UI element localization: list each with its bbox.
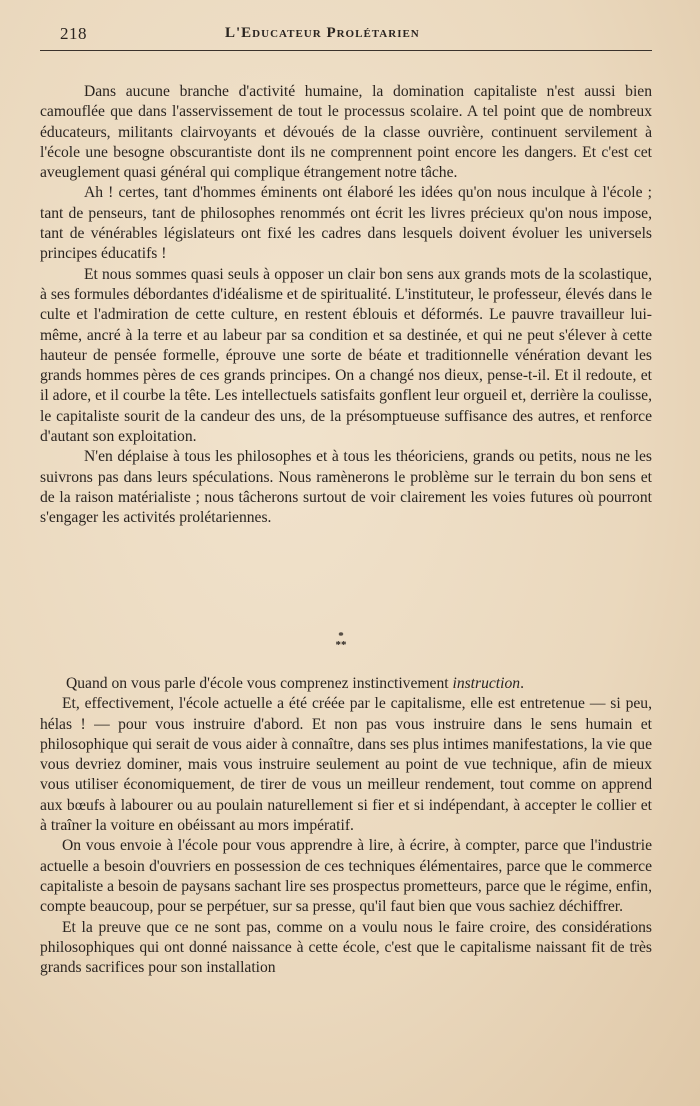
running-title: L'Educateur Prolétarien — [225, 25, 420, 41]
asterism-top: * — [338, 630, 344, 642]
asterism-divider — [326, 632, 356, 654]
paragraph: On vous envoie à l'école pour vous apprendre à lire, à écrire, à compter, parce que l'industrie actuelle a besoin d'ouvriers en possession de ces techniques élémentaires, parce que le commerce capitaliste a besoin de paysans sachant lire ses prospectus prometteurs, parce que le régime, enfin, compte beaucoup, pour se perpétuer, sur sa presse, qu'il faut bien que vous sachiez déchiffrer. — [40, 837, 652, 916]
paragraph: Et la preuve que ce ne sont pas, comme on a voulu nous le faire croire, des considérations philosophiques qui ont donné naissance à cette école, c'est que le capitalisme naissant fit de très grands sacrifices pour son installation — [40, 918, 652, 977]
page-number: 218 — [60, 24, 87, 43]
paragraph: Ah ! certes, tant d'hommes éminents ont élaboré les idées qu'on nous inculque à l'école ; tant de penseurs, tant de philosophes renommés ont écrit les livres précieux qu'on nous impose, tant de vénérables législateurs ont fixé les cadres dans lesquels doivent évoluer les universels principes éducatifs ! — [40, 184, 652, 263]
paragraph: Et nous sommes quasi seuls à opposer un clair bon sens aux grands mots de la scolastique, à ses formules débordantes d'idéalisme et de spiritualité. L'instituteur, le professeur, élevés dans le culte et l'admiration de cette culture, en restent éblouis et déformés. Le pauvre travailleur lui-même, ancré à la terre et au labeur par sa condition et sa destinée, et qui ne peut s'élever à cette hauteur de pensée formelle, éprouve une sorte de béate et traditionnelle vénération devant les grands hommes pères de ces grands principes. On a changé nos dieux, pense-t-il. Et il redoute, et il adore, et il courbe la tête. Les intellectuels satisfaits gonflent leur orgueil et, derrière la coulisse, le capitaliste sourit de la candeur des uns, de la présomptueuse suffisance des autres, et renforce d'autant son exploitation. — [40, 265, 652, 446]
emphasis-text: instruction — [452, 675, 521, 692]
paragraph-text: Quand on vous parle d'école vous comprenez instinctivement — [66, 675, 453, 692]
paragraph — [40, 674, 652, 694]
page-header — [40, 22, 652, 51]
section-two — [40, 674, 652, 978]
section-one — [40, 82, 652, 529]
paragraph-text: . — [520, 675, 524, 692]
asterism-bottom: ** — [335, 639, 347, 651]
paragraph: Dans aucune branche d'activité humaine, la domination capitaliste n'est aussi bien camouflée que dans l'asservissement de tout le processus scolaire. A tel point que de nombreux éducateurs, militants clairvoyants et dévoués de la classe ouvrière, continuent servilement à l'école une besogne obscurantiste dont ils ne comprennent point encore les dangers. Et c'est cet aveuglement quasi général qui complique étrangement notre tâche. — [40, 83, 652, 182]
paragraph: N'en déplaise à tous les philosophes et à tous les théoriciens, grands ou petits, nous ne les suivrons pas dans leurs spéculations. Nous ramènerons le problème sur le terrain du bon sens et de la raison matérialiste ; nous tâcherons surtout de voir clairement les voies futures où pourront s'engager les activités prolétariennes. — [40, 448, 652, 527]
paragraph: Et, effectivement, l'école actuelle a été créée par le capitalisme, elle est entretenue — si peu, hélas ! — pour vous instruire d'abord. Et non pas vous instruire dans le sens humain et philosophique qui serait de vous aider à connaître, dans ses plus intimes manifestations, la vie que vous devriez dominer, mais vous instruire seulement au point de vue technique, afin de mieux vous utiliser économiquement, de tirer de vous un meilleur rendement, tout comme on apprend aux bœufs à labourer ou au poulain naturellement si fier et si indépendant, à accepter le collier et à traîner la voiture en obéissant au mors impératif. — [40, 695, 652, 835]
